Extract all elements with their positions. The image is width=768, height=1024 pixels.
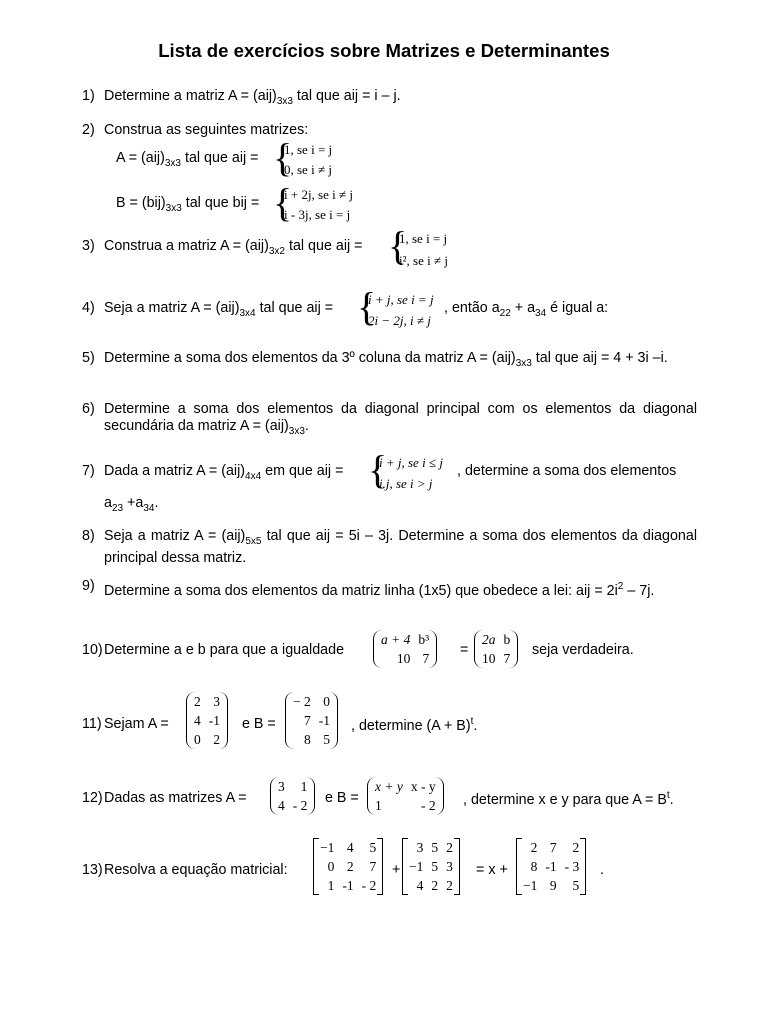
- matrix-cell: −1: [523, 878, 538, 893]
- matrix-cell: 3: [446, 859, 453, 874]
- superscript: t: [470, 716, 474, 727]
- subscript: 22: [499, 307, 511, 319]
- exercise-text: Determine a matriz A = (aij): [104, 88, 277, 104]
- exercise-9: [82, 578, 697, 600]
- exercise-text-tail: tal que aij =: [285, 238, 363, 254]
- matrix-b: [367, 777, 444, 815]
- matrix-2: [402, 838, 460, 895]
- label-tail: tal que bij =: [181, 195, 260, 211]
- exercise-number: 9): [82, 578, 95, 594]
- matrix-cell: 0: [194, 732, 201, 747]
- matrix-cell: -1: [545, 859, 557, 874]
- matrix-cell: - 2: [420, 798, 436, 813]
- exercise-number: 11): [82, 716, 102, 732]
- exercise-number: 1): [82, 88, 95, 104]
- exercise-text: Construa as seguintes matrizes:: [104, 122, 309, 138]
- matrix-cell: -1: [208, 713, 220, 728]
- matrix-cell: 2: [213, 732, 220, 747]
- matrix-cell: 3: [416, 840, 424, 855]
- exercise-7-line-2: [104, 495, 158, 514]
- matrix-cell: 8: [530, 859, 538, 874]
- exercise-text: Seja a matriz A = (aij): [104, 528, 246, 544]
- text: .: [669, 791, 674, 808]
- matrix-cell: 7: [369, 859, 377, 874]
- matrix-cell: 3: [278, 779, 285, 794]
- matrix-cell: 7: [422, 651, 430, 666]
- matrix-cell: 5: [323, 732, 330, 747]
- exercise-text-tail: .: [304, 418, 309, 434]
- matrix-cell: - 2: [292, 798, 308, 813]
- subscript: 34: [535, 307, 547, 319]
- matrix-cell: 0: [327, 859, 335, 874]
- matrix-cell: 5: [572, 878, 580, 893]
- matrix-cell: b³: [418, 632, 430, 647]
- matrix-cell: 7: [304, 713, 311, 728]
- exercise-text: Resolva a equação matricial:: [104, 862, 288, 878]
- piecewise-cases: [284, 185, 353, 225]
- matrix-3: [516, 838, 586, 895]
- exercise-number: 7): [82, 463, 95, 479]
- exercise-text: Determine a e b para que a igualdade: [104, 642, 345, 658]
- matrix-cell: 3: [213, 694, 220, 709]
- exercise-number: 13): [82, 862, 103, 878]
- left-brace: {: [273, 135, 293, 180]
- exercise-5: [82, 350, 697, 372]
- matrix-cell: 1: [300, 779, 308, 794]
- matrix-cell: - 2: [361, 878, 377, 893]
- text: a: [104, 495, 112, 511]
- exercise-text: Dadas as matrizes A =: [104, 790, 247, 806]
- matrix-cell: 1: [375, 798, 382, 813]
- matrix-cell: 10: [396, 651, 411, 666]
- piecewise-cases: [368, 289, 434, 331]
- exercise-text-tail: tal que aij = i – j.: [292, 88, 401, 104]
- matrix-cell: 2: [431, 878, 439, 893]
- left-brace: {: [368, 447, 388, 492]
- matrix-cell: x - y: [410, 779, 436, 794]
- exercise-12-tail: [463, 790, 674, 808]
- matrix-cell: a + 4: [381, 632, 411, 647]
- page-title: Lista de exercícios sobre Matrizes e Determinantes: [158, 40, 610, 61]
- exercise-text: Determine a soma dos elementos da 3º coluna da matriz A = (aij): [104, 350, 516, 366]
- piecewise-cases: [399, 228, 448, 272]
- subscript: 23: [111, 502, 124, 514]
- matrix-a: [186, 692, 228, 749]
- exercise-6: [82, 401, 697, 440]
- matrix-cell: − 2: [293, 694, 311, 709]
- matrix-b-definition: [116, 195, 259, 214]
- matrix-a: [270, 777, 315, 815]
- matrix-b: [285, 692, 338, 749]
- left-brace: {: [273, 180, 293, 225]
- text: .: [154, 495, 159, 511]
- subscript: 3x3: [515, 357, 532, 369]
- exercise-number: 8): [82, 528, 95, 544]
- matrix-1: [313, 838, 383, 895]
- matrix-a-definition: [116, 150, 259, 169]
- exercise-text-tail: – 7j.: [623, 582, 655, 599]
- exercise-7-continuation: , determine a soma dos elementos: [457, 463, 677, 479]
- subscript: 3x2: [268, 245, 285, 257]
- matrix-cell: - 3: [564, 859, 580, 874]
- matrix-cell: 1: [327, 878, 335, 893]
- matrix-cell: x + y: [375, 779, 403, 794]
- matrix-cell: 5: [431, 840, 439, 855]
- matrix-cell: 10: [482, 651, 496, 666]
- matrix-cell: 4: [194, 713, 201, 728]
- exercise-number: 12): [82, 790, 103, 806]
- matrix-cell: 4: [416, 878, 424, 893]
- matrix-cell: 9: [549, 878, 557, 893]
- subscript: 34: [143, 502, 155, 514]
- label-tail: tal que aij =: [181, 150, 259, 166]
- piecewise-cases: [379, 452, 443, 494]
- matrix-cell: 0: [323, 694, 330, 709]
- matrix-cell: 7: [549, 840, 557, 855]
- equals-x-plus: = x +: [476, 862, 508, 878]
- matrix-cell: 2: [446, 878, 453, 893]
- exercise-10-tail: seja verdadeira.: [532, 642, 634, 658]
- matrix-cell: -1: [318, 713, 330, 728]
- exercise-number: 3): [82, 238, 95, 254]
- exercise-text: Determine a soma dos elementos da diagonal principal com os elementos da diagonal secundária da matriz A = (aij): [104, 401, 697, 434]
- matrix-cell: 2a: [482, 632, 496, 647]
- matrix-cell: b: [503, 632, 511, 647]
- matrix-cell: 2: [346, 859, 354, 874]
- matrix-cell: 7: [503, 651, 511, 666]
- case-2: i², se i ≠ j: [399, 253, 448, 268]
- case-1: 1, se i = j: [284, 142, 333, 157]
- and-label: e B =: [325, 790, 359, 806]
- text: , determine (A + B): [351, 717, 471, 734]
- exercise-8: [82, 528, 697, 567]
- exercise-number: 5): [82, 350, 95, 366]
- exercise-1: [82, 88, 697, 110]
- superscript: t: [666, 790, 670, 801]
- matrix-cell: 8: [304, 732, 311, 747]
- matrix-cell: −1: [320, 840, 335, 855]
- case-1: i + j, se i ≤ j: [379, 455, 443, 470]
- case-2: i.j, se i > j: [379, 476, 433, 491]
- text: , determine x e y para que A = B: [463, 791, 667, 808]
- matrix-cell: 2: [530, 840, 538, 855]
- matrix-cell: 5: [369, 840, 377, 855]
- exercise-text-tail: em que aij =: [261, 463, 344, 479]
- matrix-left: [373, 630, 437, 668]
- matrix-cell: 4: [346, 840, 354, 855]
- matrix-cell: 2: [446, 840, 453, 855]
- left-brace: {: [388, 223, 408, 268]
- exercise-text-tail: tal que aij = 5i – 3j. Determine a soma dos elementos da diagonal principal dessa matriz.: [104, 528, 697, 566]
- plus-sign: +: [392, 862, 401, 878]
- case-2: 2i − 2j, i ≠ j: [368, 313, 431, 328]
- label: A = (aij): [116, 150, 165, 166]
- and-label: e B =: [242, 716, 276, 732]
- matrix-cell: 2: [572, 840, 580, 855]
- exercise-number: 4): [82, 300, 95, 316]
- matrix-cell: 5: [431, 859, 439, 874]
- superscript: 2: [617, 581, 624, 592]
- exercise-number: 6): [82, 401, 95, 417]
- subscript: 4x4: [245, 470, 262, 482]
- matrix-right: [474, 630, 518, 668]
- text: + a: [510, 300, 536, 316]
- label: B = (bij): [116, 195, 166, 211]
- exercise-11-tail: [351, 716, 477, 734]
- subscript: 3x3: [288, 425, 305, 437]
- exercise-text: Sejam A =: [104, 716, 169, 732]
- subscript: 5x5: [245, 535, 262, 547]
- case-2: i - 3j, se i = j: [284, 207, 351, 222]
- exercise-13: [82, 862, 697, 879]
- exercise-text: Determine a soma dos elementos da matriz linha (1x5) que obedece a lei: aij = 2i: [104, 582, 618, 599]
- exercise-text-tail: tal que aij = 4 + 3i –i.: [531, 350, 668, 366]
- text: .: [473, 717, 478, 734]
- exercise-4-continuation: [444, 300, 608, 319]
- left-brace: {: [357, 284, 377, 329]
- exercise-number: 10): [82, 642, 103, 658]
- exercise-text: Dada a matriz A = (aij): [104, 463, 246, 479]
- subscript: 3x3: [164, 157, 181, 169]
- text: , então a: [444, 300, 500, 316]
- exercise-text: Construa a matriz A = (aij): [104, 238, 269, 254]
- exercise-2: [82, 122, 697, 139]
- case-1: i + 2j, se i ≠ j: [284, 187, 353, 202]
- case-1: i + j, se i = j: [368, 292, 434, 307]
- subscript: 3x3: [165, 202, 182, 214]
- equals-sign: =: [460, 642, 469, 658]
- exercise-number: 2): [82, 122, 95, 138]
- subscript: 3x3: [276, 95, 293, 107]
- piecewise-cases: [284, 140, 332, 180]
- case-2: 0, se i ≠ j: [284, 162, 332, 177]
- exercise-text-tail: tal que aij =: [255, 300, 334, 316]
- exercise-text: Seja a matriz A = (aij): [104, 300, 240, 316]
- text: +a: [123, 495, 144, 511]
- matrix-cell: -1: [342, 878, 354, 893]
- matrix-cell: 4: [278, 798, 285, 813]
- period: .: [600, 862, 604, 878]
- text: é igual a:: [546, 300, 609, 316]
- case-1: 1, se i = j: [399, 231, 448, 246]
- subscript: 3x4: [239, 307, 256, 319]
- matrix-cell: 2: [194, 694, 201, 709]
- matrix-cell: −1: [409, 859, 424, 874]
